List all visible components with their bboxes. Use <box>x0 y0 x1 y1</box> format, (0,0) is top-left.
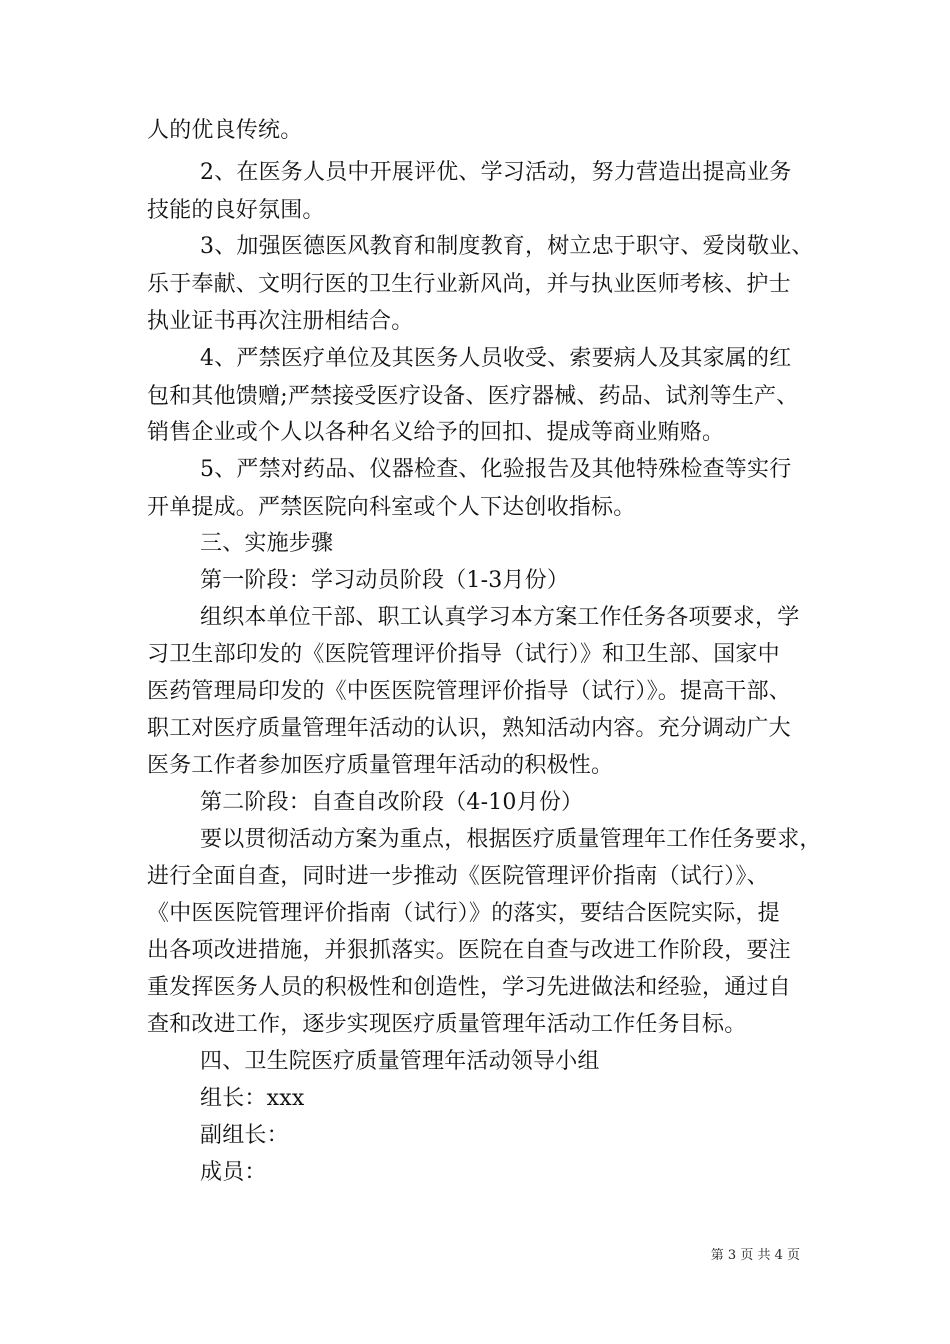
text-line: 要以贯彻活动方案为重点，根据医疗质量管理年工作任务要求， <box>200 827 822 852</box>
text-line: 重发挥医务人员的积极性和创造性，学习先进做法和经验，通过自 <box>147 975 791 1000</box>
text-line: 5、严禁对药品、仪器检查、化验报告及其他特殊检查等实行 <box>200 457 792 482</box>
text-line: 执业证书再次注册相结合。 <box>147 309 414 334</box>
phase-heading: 第二阶段：自查自改阶段（4-10月份） <box>200 790 584 815</box>
text-line: 出各项改进措施，并狠抓落实。医院在自查与改进工作阶段，要注 <box>147 938 791 963</box>
text-line: 医药管理局印发的《中医医院管理评价指导（试行）》。提高干部、 <box>147 679 792 704</box>
text-line: 习卫生部印发的《医院管理评价指导（试行）》和卫生部、国家中 <box>147 642 780 667</box>
text-line: 包和其他馈赠;严禁接受医疗设备、医疗器械、药品、试剂等生产、 <box>147 384 799 409</box>
text-line: 职工对医疗质量管理年活动的认识，熟知活动内容。充分调动广大 <box>147 716 791 741</box>
text-line: 3、加强医德医风教育和制度教育，树立忠于职守、爱岗敬业、 <box>200 234 814 259</box>
text-line: 2、在医务人员中开展评优、学习活动，努力营造出提高业务 <box>200 160 792 185</box>
text-line: 医务工作者参加医疗质量管理年活动的积极性。 <box>147 753 614 778</box>
text-line: 人的优良传统。 <box>147 118 303 143</box>
page-number: 第 3 页 共 4 页 <box>710 1248 800 1263</box>
text-line: 销售企业或个人以各种名义给予的回扣、提成等商业贿赂。 <box>147 420 725 445</box>
text-line: 组织本单位干部、职工认真学习本方案工作任务各项要求，学 <box>200 605 800 630</box>
text-line: 技能的良好氛围。 <box>147 198 325 223</box>
members-line: 成员： <box>200 1160 267 1185</box>
deputy-leader-line: 副组长： <box>200 1123 289 1148</box>
text-line: 开单提成。严禁医院向科室或个人下达创收指标。 <box>147 495 636 520</box>
text-line: 进行全面自查，同时进一步推动《医院管理评价指南（试行）》、 <box>147 864 769 889</box>
section-heading: 四、卫生院医疗质量管理年活动领导小组 <box>200 1049 600 1074</box>
phase-heading: 第一阶段：学习动员阶段（1-3月份） <box>200 568 570 593</box>
text-line: 4、严禁医疗单位及其医务人员收受、索要病人及其家属的红 <box>200 346 792 371</box>
text-line: 乐于奉献、文明行医的卫生行业新风尚，并与执业医师考核、护士 <box>147 272 791 297</box>
text-line: 《中医医院管理评价指南（试行）》的落实，要结合医院实际，提 <box>147 901 780 926</box>
section-heading: 三、实施步骤 <box>200 531 334 556</box>
group-leader-line: 组长：xxx <box>200 1086 305 1111</box>
text-line: 查和改进工作，逐步实现医疗质量管理年活动工作任务目标。 <box>147 1012 747 1037</box>
